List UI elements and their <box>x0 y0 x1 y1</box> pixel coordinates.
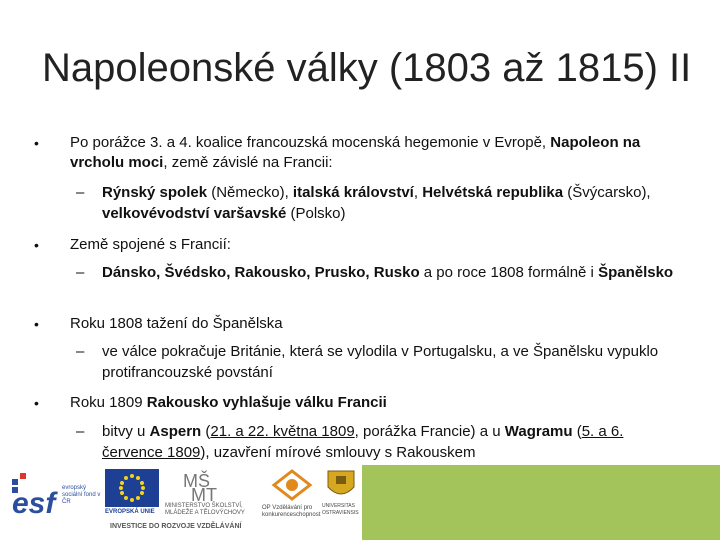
sub-bullet-dash: – <box>76 264 85 281</box>
bullet-4 <box>34 393 685 413</box>
university-logo <box>322 467 360 523</box>
sub-1-text-4: (Polsko) <box>286 205 346 222</box>
sub-1-text-3: (Švýcarsko), <box>563 184 651 201</box>
sub-2-text: a po roce 1808 formálně i <box>419 264 599 281</box>
sub-4-text-1: ( <box>201 423 211 440</box>
op-logo <box>262 467 324 523</box>
bullet-3 <box>34 314 685 334</box>
eu-flag-icon <box>105 469 159 507</box>
sub-3-text: ve válce pokračuje Británie, která se vylodila v Portugalsku, a ve Španělsku vypuklo protifrancouzské povstání <box>102 343 659 381</box>
sub-4-text-0: bitvy u <box>102 423 150 440</box>
footer-green-band <box>362 465 720 540</box>
esf-logo <box>10 471 105 519</box>
bullet-2 <box>34 235 685 255</box>
bullet-4-bold: Rakousko vyhlašuje válku Francii <box>146 394 387 411</box>
bullet-1-text-end: , země závislé na Francii: <box>163 154 333 171</box>
sub-4-underline-2: 5. a 6. července 1809 <box>102 423 624 461</box>
bullet-1 <box>34 133 685 173</box>
bullet-dot: • <box>34 395 39 411</box>
sub-bullet-4 <box>76 421 682 463</box>
esf-subtext: evropský sociální fond v ČR <box>62 485 101 505</box>
bullet-1-bold: Napoleon na vrcholu moci <box>70 134 641 171</box>
footer-slogan: INVESTICE DO ROZVOJE VZDĚLÁVÁNÍ <box>110 523 242 530</box>
op-logo-graphic <box>270 467 314 503</box>
bullet-4-text: Roku 1809 <box>70 394 147 411</box>
sub-bullet-1 <box>76 182 682 224</box>
op-label: OP Vzdělávání pro konkurenceschopnost <box>262 505 321 518</box>
sub-4-text-2: , porážka Francie) a u <box>354 423 505 440</box>
slide-title: Napoleonské války (1803 až 1815) II <box>42 46 692 90</box>
sub-bullet-dash: – <box>76 423 85 440</box>
bullet-3-text: Roku 1808 tažení do Španělska <box>70 315 283 332</box>
sub-4-text-3: ( <box>572 423 582 440</box>
sub-2-bold-2: Španělsko <box>598 264 674 281</box>
sub-1-bold-3: Helvétská republika <box>422 184 564 201</box>
msmt-logo-graphic <box>165 467 225 503</box>
sub-bullet-dash: – <box>76 343 85 360</box>
university-label: UNIVERSITAS OSTRAVIENSIS <box>322 503 359 516</box>
sub-1-bold-1: Rýnský spolek <box>102 184 208 201</box>
sub-4-underline-1: 21. a 22. května 1809 <box>210 423 355 440</box>
sub-4-bold-2: Wagramu <box>504 423 573 440</box>
sub-1-bold-4: velkovévodství varšavské <box>102 205 287 222</box>
msmt-logo <box>165 467 257 523</box>
sub-4-text-4: ), uzavření mírové smlouvy s Rakouskem <box>200 444 476 461</box>
sub-1-text-1: (Německo), <box>207 184 293 201</box>
sub-bullet-3 <box>76 341 682 383</box>
university-crest-icon <box>326 467 356 501</box>
sub-1-bold-2: italská království <box>292 184 414 201</box>
eu-label: EVROPSKÁ UNIE <box>105 509 155 515</box>
msmt-label: MINISTERSTVO ŠKOLSTVÍ, MLÁDEŽE A TĚLOVÝCHOVY <box>165 503 245 516</box>
eu-logo <box>105 469 163 521</box>
sub-4-bold-1: Aspern <box>149 423 202 440</box>
sub-bullet-dash: – <box>76 184 85 201</box>
bullet-dot: • <box>34 237 39 253</box>
sub-2-bold: Dánsko, Švédsko, Rakousko, Prusko, Rusko <box>102 264 420 281</box>
svg-text:MT: MT <box>191 485 217 503</box>
sub-bullet-2 <box>76 262 682 283</box>
sub-1-text-2: , <box>413 184 423 201</box>
bullet-1-text: Po porážce 3. a 4. koalice francouzská mocenská hegemonie v Evropě, <box>70 134 551 151</box>
bullet-2-text: Země spojené s Francií: <box>70 236 231 253</box>
bullet-dot: • <box>34 316 39 332</box>
svg-text:MŠ: MŠ <box>183 471 210 491</box>
bullet-dot: • <box>34 135 39 151</box>
esf-logo-text: esf <box>12 487 56 519</box>
